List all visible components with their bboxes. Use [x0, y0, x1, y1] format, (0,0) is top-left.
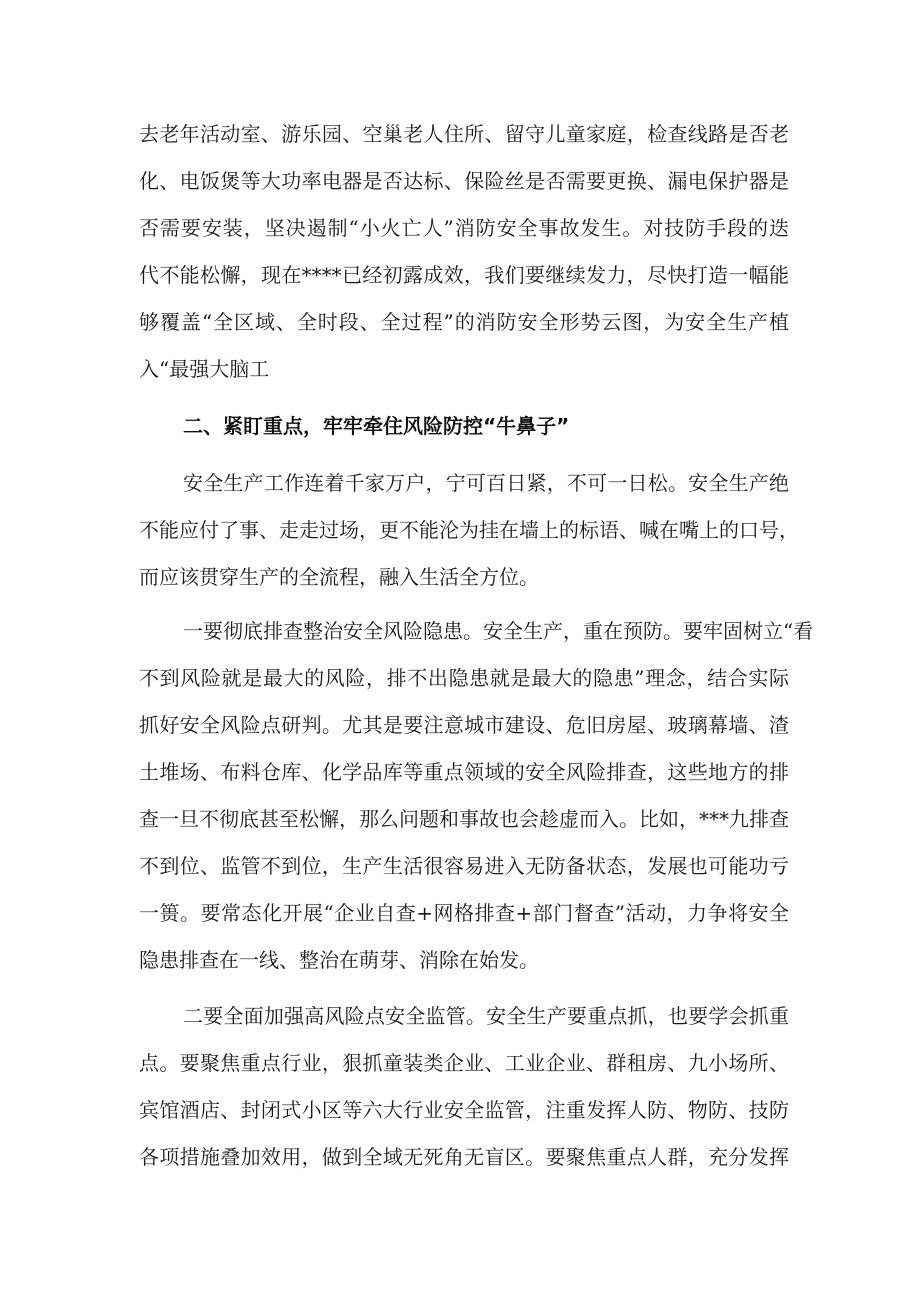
section-heading: 二、紧盯重点，牢牢牵住风险防控“牛鼻子”	[183, 414, 570, 438]
paragraph-line: 化、电饭煲等大功率电器是否达标、保险丝是否需要更换、漏电保护器是	[139, 169, 789, 193]
paragraph-line: 不到位、监管不到位，生产生活很容易进入无防备状态，发展也可能功亏	[139, 854, 789, 878]
paragraph-line: 土堆场、布料仓库、化学品库等重点领域的安全风险排查，这些地方的排	[139, 760, 789, 784]
paragraph-line: 而应该贯穿生产的全流程，融入生活全方位。	[139, 565, 539, 589]
paragraph-line: 宾馆酒店、封闭式小区等六大行业安全监管，注重发挥人防、物防、技防	[139, 1098, 789, 1122]
paragraph-line: 够覆盖“全区域、全时段、全过程”的消防安全形势云图，为安全生产植	[139, 310, 789, 334]
paragraph-line: 各项措施叠加效用，做到全域无死角无盲区。要聚焦重点人群，充分发挥	[139, 1145, 789, 1169]
paragraph-line: 二要全面加强高风险点安全监管。安全生产要重点抓，也要学会抓重	[183, 1004, 789, 1028]
paragraph-line: 抓好安全风险点研判。尤其是要注意城市建设、危旧房屋、玻璃幕墙、渣	[139, 713, 789, 737]
paragraph-line: 否需要安装，坚决遏制“小火亡人”消防安全事故发生。对技防手段的迭	[139, 216, 789, 240]
paragraph-line: 不能应付了事、走走过场，更不能沦为挂在墙上的标语、喊在嘴上的口号，	[139, 518, 799, 542]
paragraph-line: 一篑。要常态化开展“企业自查+网格排查+部门督查”活动，力争将安全	[139, 901, 789, 925]
paragraph-line: 一要彻底排查整治安全风险隐患。安全生产，重在预防。要牢固树立“看	[183, 619, 814, 643]
paragraph-line: 隐患排查在一线、整治在萌芽、消除在始发。	[139, 948, 539, 972]
paragraph-line: 点。要聚焦重点行业，狠抓童装类企业、工业企业、群租房、九小场所、	[139, 1051, 789, 1075]
paragraph-line: 代不能松懈，现在****已经初露成效，我们要继续发力，尽快打造一幅能	[139, 263, 789, 287]
paragraph-line: 安全生产工作连着千家万户，宁可百日紧，不可一日松。安全生产绝	[183, 471, 789, 495]
paragraph-line: 入“最强大脑工	[139, 357, 270, 381]
paragraph-line: 不到风险就是最大的风险，排不出隐患就是最大的隐患”理念，结合实际	[139, 666, 789, 690]
paragraph-line: 去老年活动室、游乐园、空巢老人住所、留守儿童家庭，检查线路是否老	[139, 122, 789, 146]
paragraph-line: 查一旦不彻底甚至松懈，那么问题和事故也会趁虚而入。比如，***九排查	[139, 807, 789, 831]
